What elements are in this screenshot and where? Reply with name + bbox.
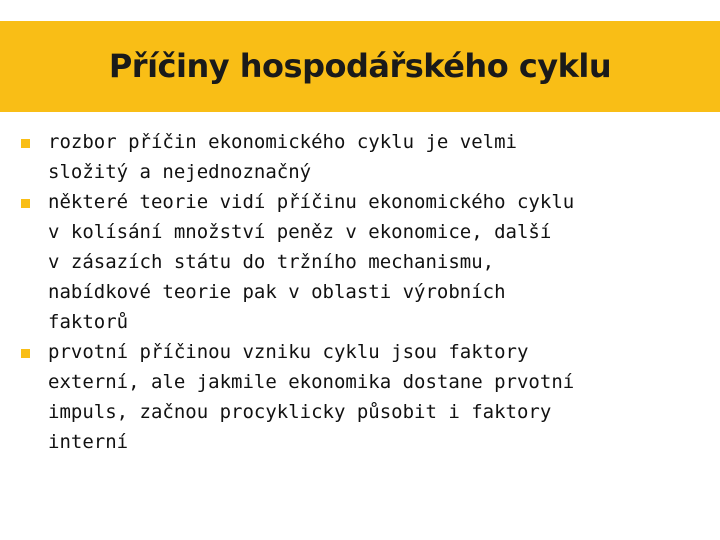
square-bullet-icon: [21, 349, 30, 358]
bullet-item: [48, 127, 708, 187]
square-bullet-icon: [21, 199, 30, 208]
bullet-item: [48, 337, 708, 457]
slide-title: Příčiny hospodářského cyklu: [108, 47, 612, 85]
bullet-item: [48, 187, 708, 337]
square-bullet-icon: [21, 139, 30, 148]
bullet-text-line: externí, ale jakmile ekonomika dostane prvotní: [48, 371, 575, 393]
bullet-text-line: složitý a nejednoznačný: [48, 161, 312, 183]
bullet-list: [48, 127, 708, 457]
bullet-text-line: faktorů: [48, 311, 129, 333]
bullet-text-line: některé teorie vidí příčinu ekonomického cyklu: [48, 191, 575, 213]
bullet-text-line: v zásazích státu do tržního mechanismu,: [48, 251, 495, 273]
bullet-text-line: impuls, začnou procyklicky působit i faktory: [48, 401, 552, 423]
bullet-text-line: interní: [48, 431, 129, 453]
bullet-text-line: nabídkové teorie pak v oblasti výrobních: [48, 281, 506, 303]
bullet-text-line: prvotní příčinou vzniku cyklu jsou faktory: [48, 341, 529, 363]
bullet-text-line: rozbor příčin ekonomického cyklu je velmi: [48, 131, 517, 153]
bullet-text-line: v kolísání množství peněz v ekonomice, další: [48, 221, 552, 243]
